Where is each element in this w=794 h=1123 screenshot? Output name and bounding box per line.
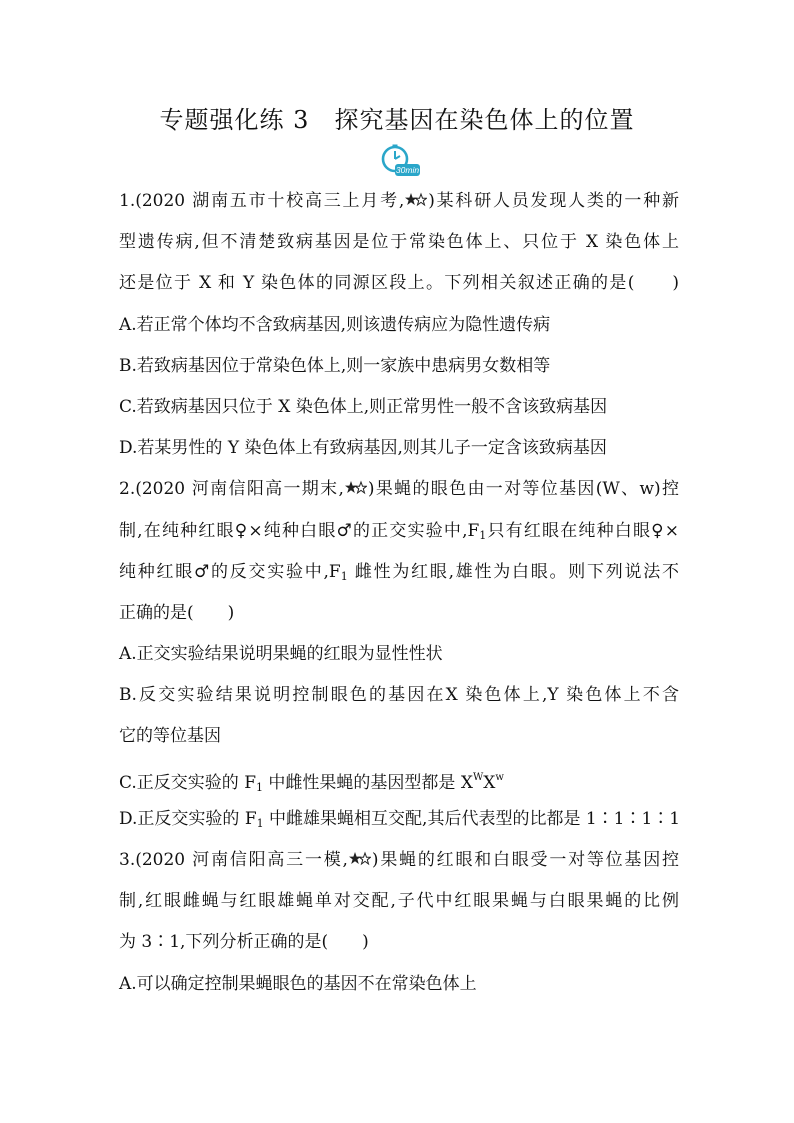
q2-stem-line-2: 制,在纯种红眼♀×纯种白眼♂的正交实验中$,F_1$只有红眼在纯种白眼♀× bbox=[119, 520, 679, 542]
q2-stem-line-3: 纯种红眼♂的反交实验中$,F_1$ 雌性为红眼,雄性为白眼。则下列说法不 bbox=[119, 561, 679, 583]
q2-option-d: D.正反交实验的 $F_1$ 中雌雄果蝇相互交配,其后代表型的比都是 1∶1∶1∶1 bbox=[119, 808, 681, 830]
q1-option-a: A.若正常个体均不含致病基因,则该遗传病应为隐性遗传病 bbox=[119, 314, 551, 335]
q3-option-a: A.可以确定控制果蝇眼色的基因不在常染色体上 bbox=[119, 973, 477, 994]
page-title: 专题强化练 3 探究基因在染色体上的位置 bbox=[159, 106, 635, 134]
q2-option-b-line-2: 它的等位基因 bbox=[119, 726, 221, 747]
q2-stem-line-1: 2.(2020 河南信阳高一期末, )果蝇的眼色由一对等位基因(W、w)控 bbox=[119, 479, 679, 500]
difficulty-stars-icon bbox=[349, 851, 371, 867]
q2-option-c: C.正反交实验的 $F_1$ 中雌性果蝇的基因型都是 $X^WX^w$ bbox=[119, 771, 504, 794]
q1-option-c: C.若致病基因只位于 X 染色体上,则正常男性一般不含该致病基因 bbox=[119, 396, 608, 417]
question-list bbox=[119, 186, 679, 1010]
q2-option-a: A.正交实验结果说明果蝇的红眼为显性性状 bbox=[119, 644, 443, 665]
q1-option-d: D.若某男性的 Y 染色体上有致病基因,则其儿子一定含该致病基因 bbox=[119, 438, 607, 459]
q3-stem-line-1: 3.(2020 河南信阳高三一模, )果蝇的红眼和白眼受一对等位基因控 bbox=[119, 850, 679, 870]
q2-stem-line-4: 正确的是( ) bbox=[119, 602, 235, 623]
q2-option-b-line-1: B.反交实验结果说明控制眼色的基因在X 染色体上,Y 染色体上不含 bbox=[119, 685, 679, 706]
q1-stem-line-3: 还是位于 X 和 Y 染色体的同源区段上。下列相关叙述正确的是( ) bbox=[119, 273, 679, 294]
q1-option-b: B.若致病基因位于常染色体上,则一家族中患病男女数相等 bbox=[119, 355, 551, 376]
q1-stem-line-2: 型遗传病,但不清楚致病基因是位于常染色体上、只位于 X 染色体上 bbox=[119, 232, 679, 253]
timer-label: 30min bbox=[395, 165, 420, 175]
q3-stem-line-3: 为 3∶1,下列分析正确的是( ) bbox=[119, 932, 369, 953]
difficulty-stars-icon bbox=[345, 480, 367, 496]
stopwatch-icon bbox=[378, 144, 420, 178]
q1-stem-line-1: 1.(2020 湖南五市十校高三上月考, )某科研人员发现人类的一种新 bbox=[119, 191, 679, 211]
difficulty-stars-icon bbox=[405, 192, 427, 208]
q3-stem-line-2: 制,红眼雌蝇与红眼雄蝇单对交配,子代中红眼果蝇与白眼果蝇的比例 bbox=[119, 891, 679, 912]
